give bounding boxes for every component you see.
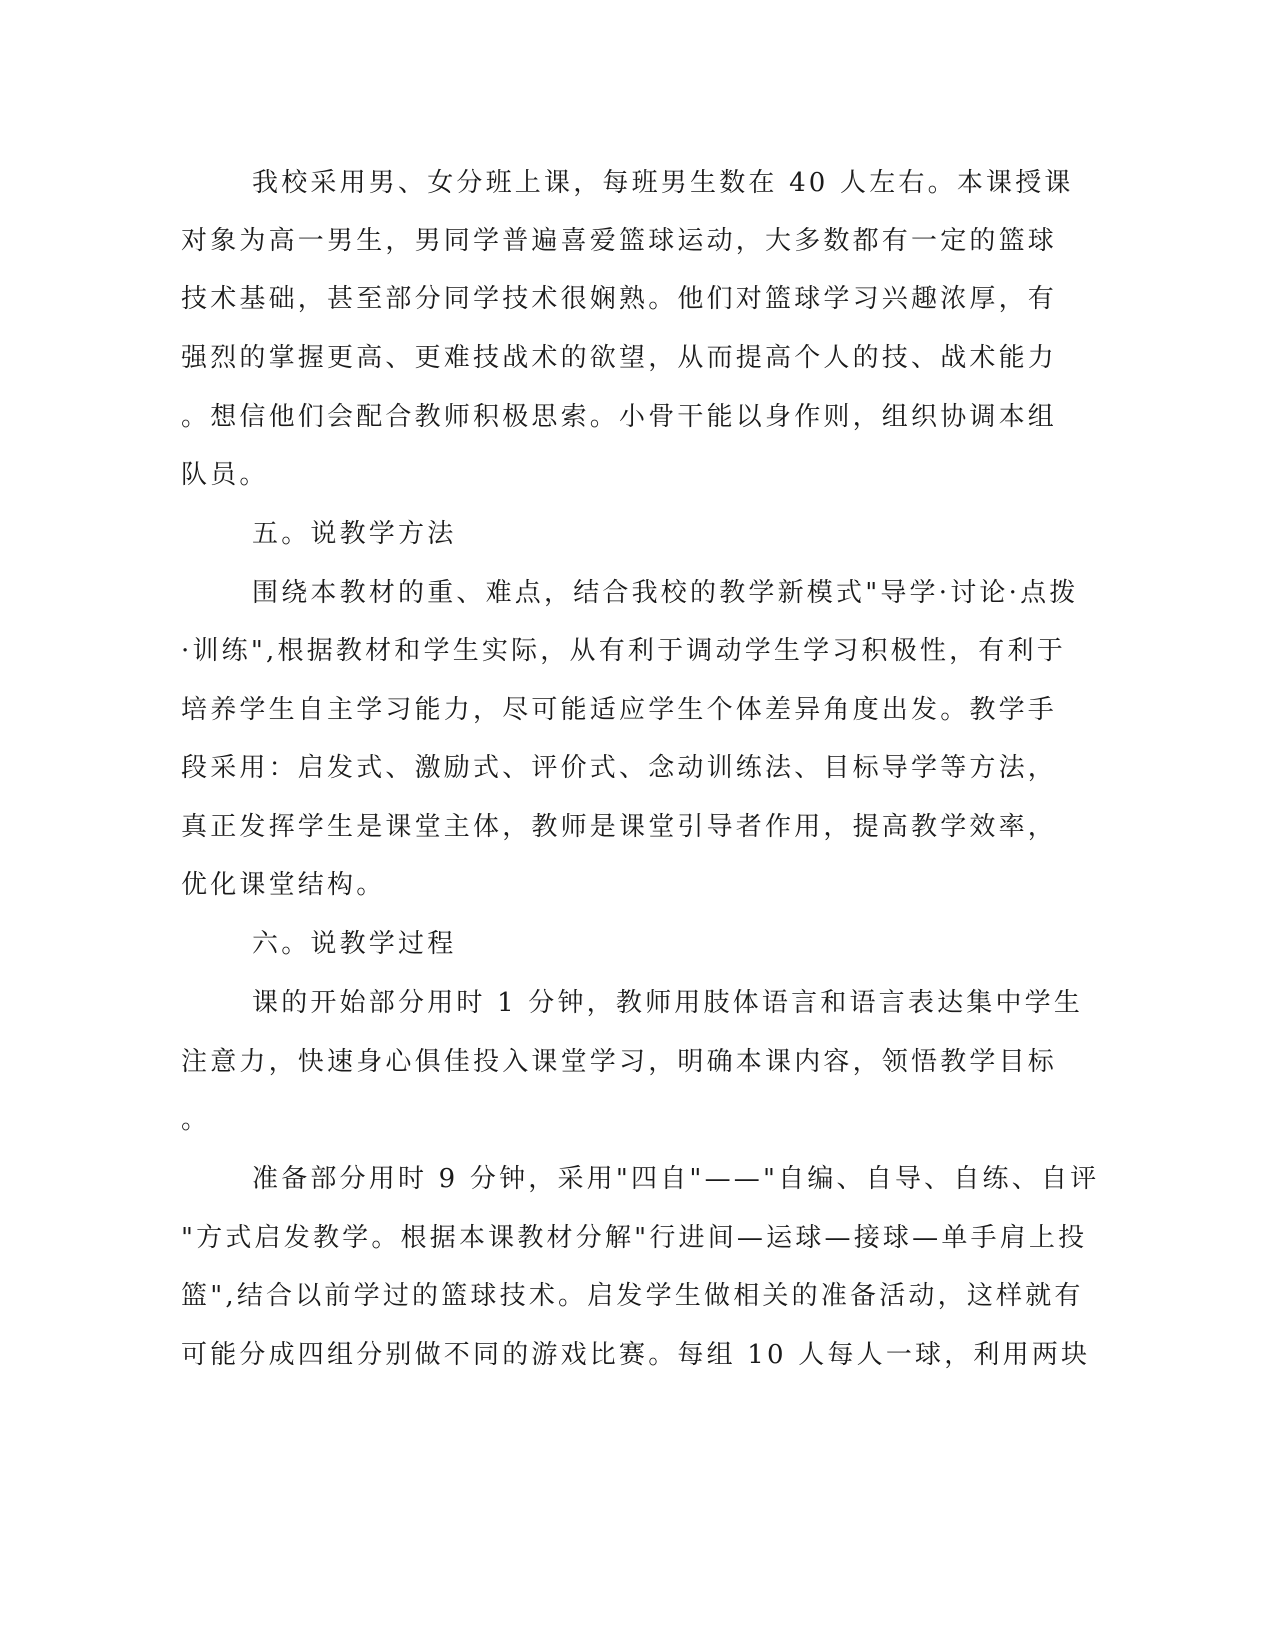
text-line: 我校采用男、女分班上课，每班男生数在 40 人左右。本课授课 <box>252 168 1074 198</box>
section-heading: 五。说教学方法 <box>252 519 457 549</box>
text-line: 。想信他们会配合教师积极思索。小骨干能以身作则，组织协调本组 <box>181 402 1058 432</box>
text-line: ·训练",根据教材和学生实际，从有利于调动学生学习积极性，有利于 <box>181 636 1066 666</box>
text-line: 课的开始部分用时 1 分钟，教师用肢体语言和语言表达集中学生 <box>252 988 1084 1018</box>
text-line: 强烈的掌握更高、更难技战术的欲望，从而提高个人的技、战术能力 <box>181 343 1058 373</box>
text-line: 真正发挥学生是课堂主体，教师是课堂引导者作用，提高教学效率， <box>181 812 1058 842</box>
text-line: 优化课堂结构。 <box>181 870 386 900</box>
text-line: 技术基础，甚至部分同学技术很娴熟。他们对篮球学习兴趣浓厚，有 <box>181 284 1058 314</box>
text-line: "方式启发教学。根据本课教材分解"行进间—运球—接球—单手肩上投 <box>181 1223 1088 1253</box>
text-line: 对象为高一男生，男同学普遍喜爱篮球运动，大多数都有一定的篮球 <box>181 226 1058 256</box>
text-line: 可能分成四组分别做不同的游戏比赛。每组 10 人每人一球，利用两块 <box>181 1340 1091 1370</box>
text-line: 围绕本教材的重、难点，结合我校的教学新模式"导学·讨论·点拨 <box>252 578 1079 608</box>
text-line: 培养学生自主学习能力，尽可能适应学生个体差异角度出发。教学手 <box>181 695 1058 725</box>
text-line: 准备部分用时 9 分钟，采用"四自"——"自编、自导、自练、自评 <box>252 1164 1100 1194</box>
text-line: 队员。 <box>181 460 269 490</box>
text-line: 。 <box>181 1105 211 1135</box>
text-line: 注意力，快速身心俱佳投入课堂学习，明确本课内容，领悟教学目标 <box>181 1047 1058 1077</box>
text-line: 段采用：启发式、激励式、评价式、念动训练法、目标导学等方法， <box>181 753 1058 783</box>
section-heading: 六。说教学过程 <box>252 929 457 959</box>
text-line: 篮",结合以前学过的篮球技术。启发学生做相关的准备活动，这样就有 <box>181 1281 1084 1311</box>
